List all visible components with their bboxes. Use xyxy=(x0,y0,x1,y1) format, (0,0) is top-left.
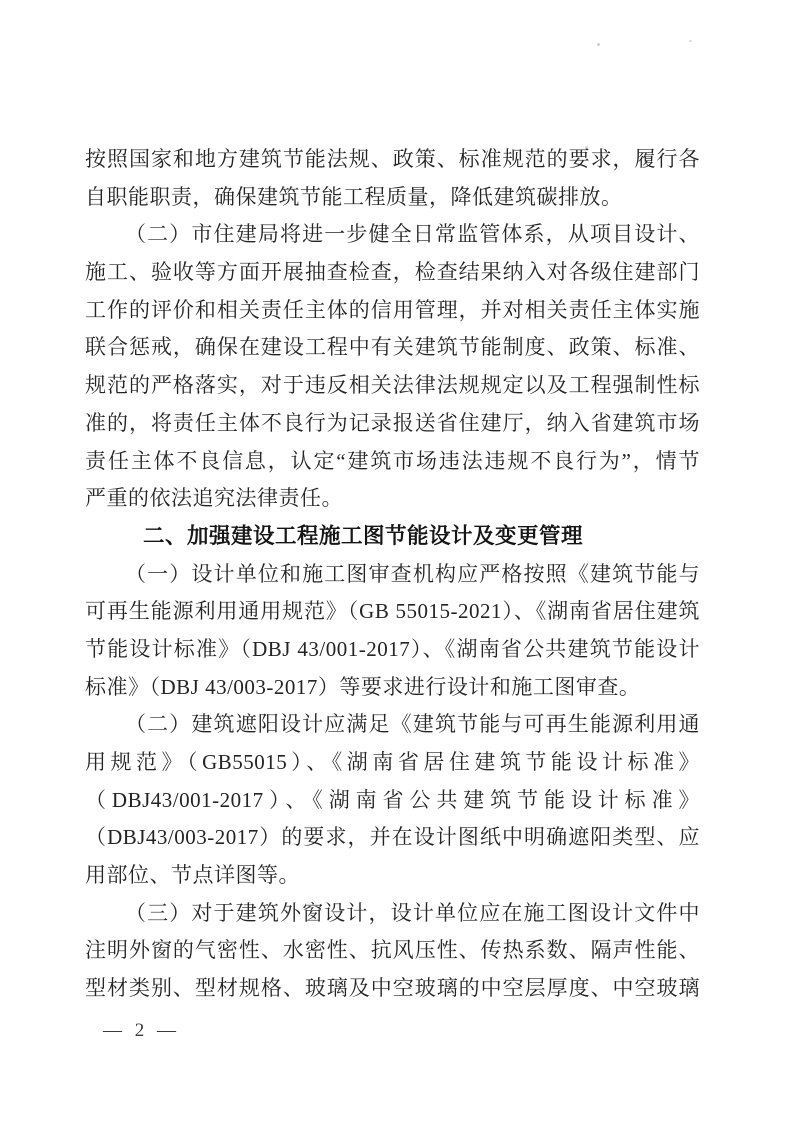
text-line-20: 用部位、节点详图等。 xyxy=(85,863,300,888)
scan-speck xyxy=(597,43,600,46)
text-line-05: 工作的评价和相关责任主体的信用管理，并对相关责任主体实施 xyxy=(85,297,700,322)
text-line-03: （二）市住建局将进一步健全日常监管体系，从项目设计、 xyxy=(125,222,700,247)
document-body xyxy=(85,141,700,1008)
text-line-10: 严重的依法追究法律责任。 xyxy=(85,486,343,511)
text-line-15: 标准》（DBJ 43/003-2017）等要求进行设计和施工图审查。 xyxy=(85,674,641,699)
text-line-09: 责任主体不良信息，认定“建筑市场违法违规不良行为”，情节 xyxy=(85,448,700,473)
text-line-18: （DBJ43/001-2017）、《湖南省公共建筑节能设计标准》 xyxy=(85,787,700,812)
section-heading: 二、加强建设工程施工图节能设计及变更管理 xyxy=(143,523,584,548)
text-line-16: （二）建筑遮阳设计应满足《建筑节能与可再生能源利用通 xyxy=(125,712,700,737)
text-line-01: 按照国家和地方建筑节能法规、政策、标准规范的要求，履行各 xyxy=(85,147,700,171)
text-line-08: 准的，将责任主体不良行为记录报送省住建厅，纳入省建筑市场 xyxy=(85,410,700,435)
page-number: — 2 — xyxy=(103,1020,180,1041)
text-line-12: （一）设计单位和施工图审查机构应严格按照《建筑节能与 xyxy=(125,561,700,586)
text-line-06: 联合惩戒，确保在建设工程中有关建筑节能制度、政策、标准、 xyxy=(85,335,700,360)
text-line-02: 自职能职责，确保建筑节能工程质量，降低建筑碳排放。 xyxy=(85,184,623,209)
text-line-23: 型材类别、型材规格、玻璃及中空玻璃的中空层厚度、中空玻璃 xyxy=(85,976,700,1001)
scan-speck xyxy=(689,40,692,42)
text-line-13: 可再生能源利用通用规范》（GB 55015-2021）、《湖南省居住建筑 xyxy=(85,599,700,624)
text-line-21: （三）对于建筑外窗设计，设计单位应在施工图设计文件中 xyxy=(125,900,700,925)
text-line-22: 注明外窗的气密性、水密性、抗风压性、传热系数、隔声性能、 xyxy=(85,938,700,963)
text-line-07: 规范的严格落实，对于违反相关法律法规规定以及工程强制性标 xyxy=(85,373,700,398)
text-line-04: 施工、验收等方面开展抽查检查，检查结果纳入对各级住建部门 xyxy=(85,260,700,285)
text-line-17: 用规范》（GB55015）、《湖南省居住建筑节能设计标准》 xyxy=(85,750,700,774)
text-line-19: （DBJ43/003-2017）的要求，并在设计图纸中明确遮阳类型、应 xyxy=(85,825,700,850)
text-line-14: 节能设计标准》（DBJ 43/001-2017）、《湖南省公共建筑节能设计 xyxy=(85,636,700,661)
